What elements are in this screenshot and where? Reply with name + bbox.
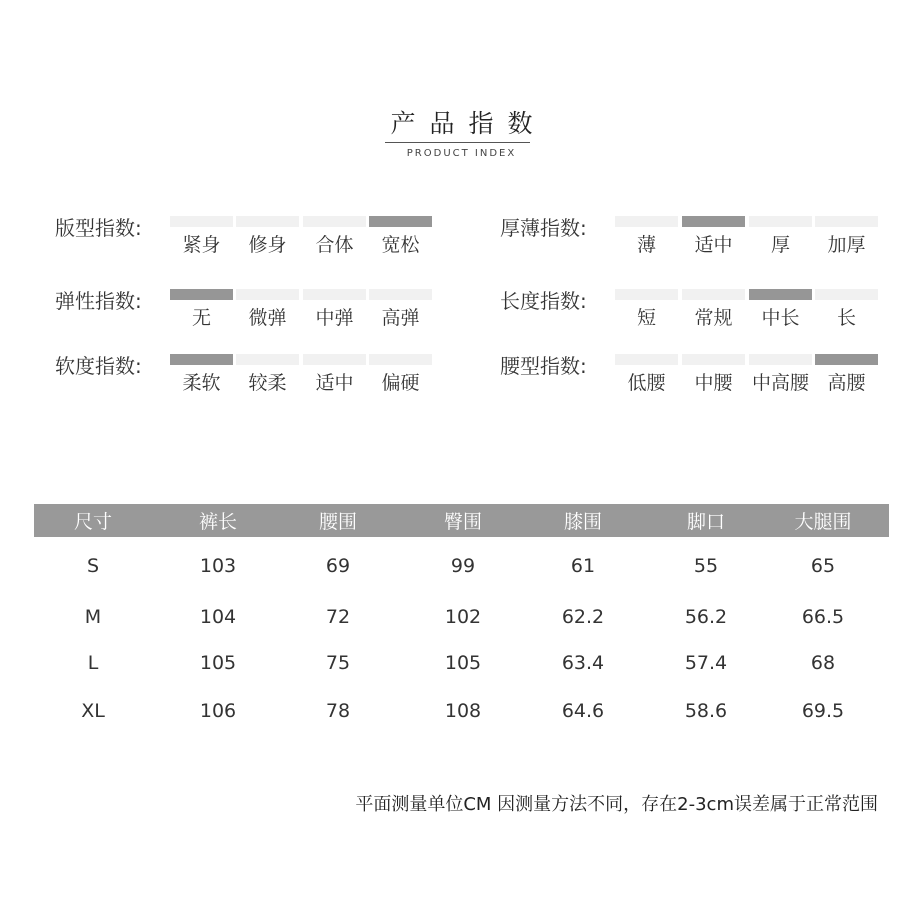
- table-header-cell: 尺寸: [73, 511, 112, 533]
- table-cell: 62.2: [561, 606, 605, 628]
- table-cell: 55: [693, 555, 719, 577]
- index-bar-segment: [369, 354, 432, 365]
- page-subtitle: PRODUCT INDEX: [406, 148, 517, 159]
- measurement-note: 平面测量单位CM 因测量方法不同，存在2-3cm误差属于正常范围: [355, 794, 878, 815]
- index-option: 加厚: [827, 234, 866, 256]
- table-cell: 61: [570, 555, 596, 577]
- table-cell: 57.4: [684, 652, 728, 674]
- table-cell: 68: [810, 652, 836, 674]
- index-option: 常规: [694, 307, 733, 329]
- index-bar-segment: [749, 354, 812, 365]
- index-bar-segment: [303, 354, 366, 365]
- table-cell: 105: [444, 652, 482, 674]
- index-option: 柔软: [182, 372, 221, 394]
- index-bar-segment: [303, 289, 366, 300]
- index-label: 腰型指数:: [500, 354, 587, 378]
- index-bar-active: [682, 216, 745, 227]
- index-option: 中长: [761, 307, 800, 329]
- table-cell: 64.6: [561, 700, 605, 722]
- index-option: 中腰: [694, 372, 733, 394]
- table-cell: 58.6: [684, 700, 728, 722]
- table-row-size: L: [87, 652, 99, 674]
- table-cell: 105: [199, 652, 237, 674]
- table-cell: 104: [199, 606, 237, 628]
- index-option: 宽松: [381, 234, 420, 256]
- index-option: 偏硬: [381, 372, 420, 394]
- table-cell: 69.5: [801, 700, 845, 722]
- table-cell: 72: [325, 606, 351, 628]
- index-option: 微弹: [248, 307, 287, 329]
- index-option: 低腰: [627, 372, 666, 394]
- index-bar-segment: [615, 289, 678, 300]
- table-cell: 99: [450, 555, 476, 577]
- index-bar-active: [749, 289, 812, 300]
- index-option: 厚: [770, 234, 790, 256]
- table-cell: 78: [325, 700, 351, 722]
- index-label: 长度指数:: [500, 289, 587, 313]
- table-row-size: XL: [81, 700, 105, 722]
- table-cell: 102: [444, 606, 482, 628]
- title-underline: [385, 142, 530, 143]
- index-option: 修身: [248, 234, 287, 256]
- table-cell: 103: [199, 555, 237, 577]
- index-option: 无: [191, 307, 211, 329]
- index-bar-segment: [236, 354, 299, 365]
- index-bar-segment: [682, 289, 745, 300]
- index-option: 适中: [315, 372, 354, 394]
- table-row-size: M: [84, 606, 102, 628]
- index-option: 高弹: [381, 307, 420, 329]
- index-bar-segment: [682, 354, 745, 365]
- index-bar-active: [815, 354, 878, 365]
- index-bar-segment: [303, 216, 366, 227]
- table-cell: 69: [325, 555, 351, 577]
- index-bar-segment: [369, 289, 432, 300]
- table-header-cell: 大腿围: [794, 511, 852, 533]
- table-cell: 106: [199, 700, 237, 722]
- index-label: 弹性指数:: [55, 289, 142, 313]
- index-bar-active: [170, 354, 233, 365]
- index-bar-segment: [749, 216, 812, 227]
- table-cell: 75: [325, 652, 351, 674]
- table-header-cell: 脚口: [686, 511, 725, 533]
- index-bar-segment: [615, 216, 678, 227]
- index-option: 薄: [636, 234, 656, 256]
- index-option: 合体: [315, 234, 354, 256]
- index-bar-segment: [815, 216, 878, 227]
- index-label: 版型指数:: [55, 216, 142, 240]
- table-cell: 63.4: [561, 652, 605, 674]
- index-label: 厚薄指数:: [500, 216, 587, 240]
- table-cell: 65: [810, 555, 836, 577]
- table-cell: 108: [444, 700, 482, 722]
- index-option: 中弹: [315, 307, 354, 329]
- table-header-cell: 膝围: [563, 511, 602, 533]
- index-bar-segment: [170, 216, 233, 227]
- index-bar-segment: [236, 289, 299, 300]
- table-header-cell: 臀围: [443, 511, 482, 533]
- table-cell: 66.5: [801, 606, 845, 628]
- page-title: 产品指数: [390, 109, 547, 138]
- table-row-size: S: [86, 555, 100, 577]
- table-header-cell: 裤长: [198, 511, 237, 533]
- table-header-cell: 腰围: [318, 511, 357, 533]
- index-option: 适中: [694, 234, 733, 256]
- index-bar-active: [369, 216, 432, 227]
- index-bar-active: [170, 289, 233, 300]
- index-option: 长: [836, 307, 856, 329]
- index-bar-segment: [236, 216, 299, 227]
- table-cell: 56.2: [684, 606, 728, 628]
- index-option: 高腰: [827, 372, 866, 394]
- index-label: 软度指数:: [55, 354, 142, 378]
- index-option: 短: [636, 307, 656, 329]
- index-option: 中高腰: [751, 372, 809, 394]
- index-bar-segment: [615, 354, 678, 365]
- index-option: 紧身: [182, 234, 221, 256]
- index-option: 较柔: [248, 372, 287, 394]
- index-bar-segment: [815, 289, 878, 300]
